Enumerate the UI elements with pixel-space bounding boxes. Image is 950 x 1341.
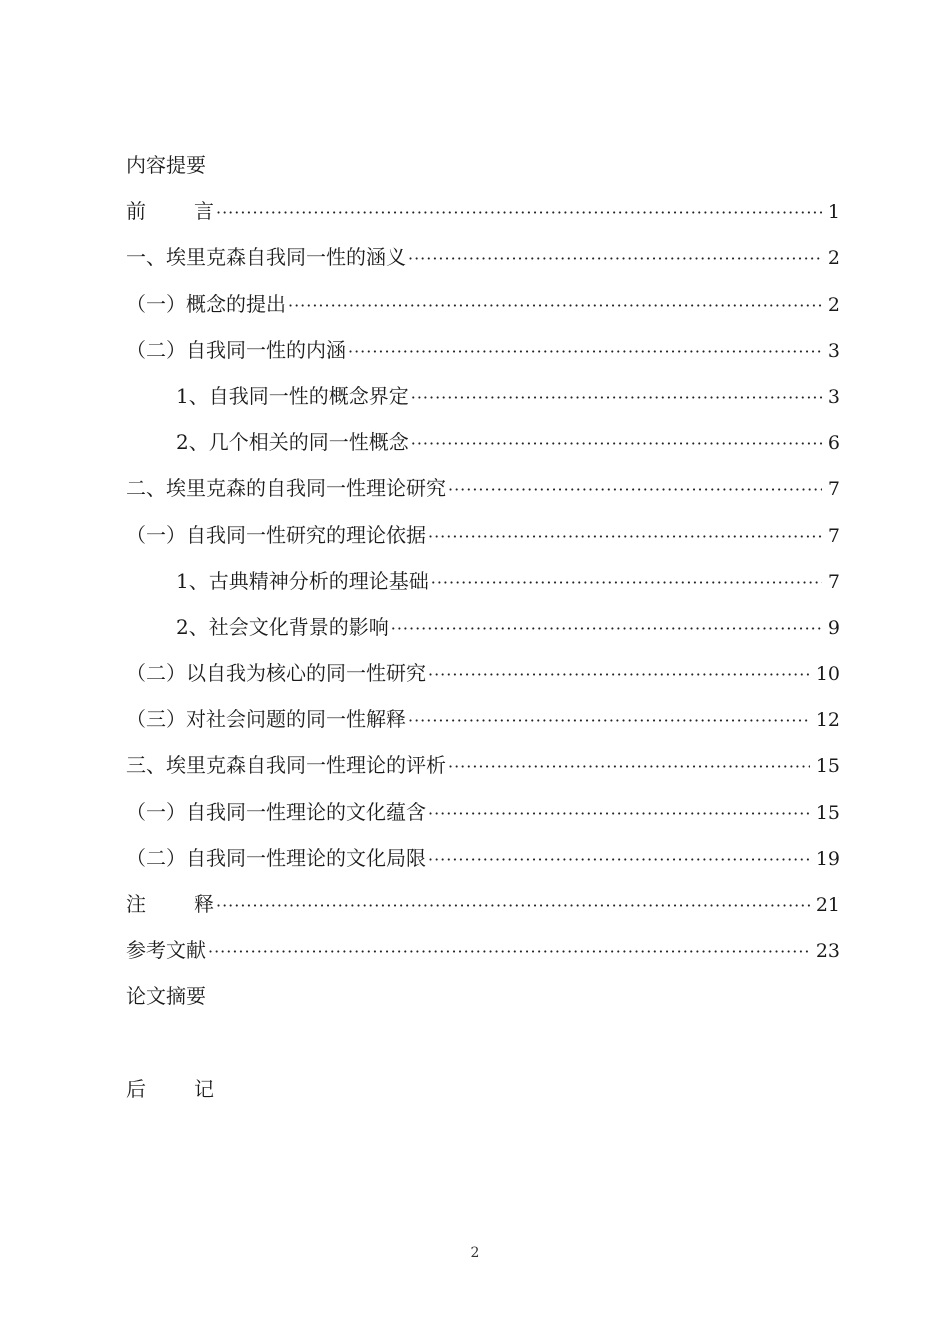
toc-entry-title: （一）自我同一性研究的理论依据 bbox=[126, 522, 426, 547]
toc-entry-page: 15 bbox=[815, 755, 840, 778]
toc-leader-dots bbox=[216, 883, 810, 929]
toc-entry-page: 23 bbox=[815, 940, 840, 963]
toc-leader-dots bbox=[428, 652, 810, 698]
toc-summary-text: 论文摘要 bbox=[126, 984, 206, 1009]
toc-leader-dots bbox=[428, 514, 822, 560]
toc-leader-dots bbox=[408, 236, 822, 282]
toc-leader-dots bbox=[288, 283, 822, 329]
toc-entry[interactable] bbox=[126, 604, 840, 650]
toc-entry-page: 15 bbox=[815, 801, 840, 824]
toc-entry-page: 7 bbox=[827, 478, 840, 501]
toc-entry[interactable] bbox=[126, 327, 840, 373]
toc-entry-page: 21 bbox=[815, 894, 840, 916]
toc-summary[interactable] bbox=[126, 973, 840, 1019]
toc-entry-page: 3 bbox=[827, 339, 840, 362]
toc-entry-title: 三、埃里克森自我同一性理论的评析 bbox=[126, 753, 446, 778]
toc-entry[interactable] bbox=[126, 373, 840, 419]
toc-leader-dots bbox=[411, 375, 822, 421]
toc-entry-title-part: 言 bbox=[194, 199, 214, 224]
toc-entry-title: （一）概念的提出 bbox=[126, 291, 286, 316]
toc-heading-text: 内容提要 bbox=[126, 153, 206, 177]
toc-entry-preface[interactable] bbox=[126, 188, 840, 234]
toc-leader-dots bbox=[216, 190, 822, 236]
toc-entry-page: 2 bbox=[827, 293, 840, 316]
toc-leader-dots bbox=[348, 329, 822, 375]
toc-entry[interactable] bbox=[126, 650, 840, 696]
table-of-contents bbox=[126, 142, 840, 1112]
toc-entry-notes[interactable] bbox=[126, 881, 840, 927]
toc-entry[interactable] bbox=[126, 465, 840, 511]
toc-entry-title: 1、古典精神分析的理论基础 bbox=[176, 568, 429, 593]
toc-entry-page: 6 bbox=[827, 432, 840, 455]
toc-entry-title bbox=[126, 881, 214, 927]
toc-entry[interactable] bbox=[126, 419, 840, 465]
toc-entry-page: 1 bbox=[827, 201, 840, 224]
toc-entry[interactable] bbox=[126, 281, 840, 327]
toc-entry-title-part: 前 bbox=[126, 199, 146, 224]
toc-postscript-part: 后 bbox=[126, 1076, 146, 1101]
toc-entry-title bbox=[126, 188, 214, 234]
toc-entry-page: 3 bbox=[827, 385, 840, 408]
toc-postscript-text bbox=[126, 1066, 214, 1112]
toc-entry-title: 二、埃里克森的自我同一性理论研究 bbox=[126, 476, 446, 501]
toc-leader-dots bbox=[428, 837, 810, 883]
toc-entry-page: 2 bbox=[827, 247, 840, 270]
toc-entry-page: 10 bbox=[815, 663, 840, 686]
toc-leader-dots bbox=[431, 560, 822, 606]
toc-entry-page: 19 bbox=[815, 847, 840, 870]
toc-heading bbox=[126, 142, 840, 188]
toc-postscript-part: 记 bbox=[194, 1076, 214, 1101]
toc-entry-page: 9 bbox=[827, 616, 840, 639]
toc-entry[interactable] bbox=[126, 558, 840, 604]
toc-leader-dots bbox=[428, 791, 810, 837]
toc-entry-page: 7 bbox=[827, 524, 840, 547]
toc-leader-dots bbox=[208, 929, 810, 975]
page-number: 2 bbox=[470, 1245, 480, 1261]
toc-leader-dots bbox=[448, 467, 822, 513]
toc-entry[interactable] bbox=[126, 512, 840, 558]
toc-leader-dots bbox=[411, 421, 822, 467]
toc-entry-title: （一）自我同一性理论的文化蕴含 bbox=[126, 799, 426, 824]
toc-postscript[interactable] bbox=[126, 1066, 840, 1112]
toc-entry-page: 12 bbox=[815, 709, 840, 732]
toc-leader-dots bbox=[448, 744, 810, 790]
toc-entry[interactable] bbox=[126, 742, 840, 788]
toc-leader-dots bbox=[408, 698, 810, 744]
toc-entry[interactable] bbox=[126, 927, 840, 973]
toc-entry-title-part: 注 bbox=[126, 892, 146, 916]
toc-entry-title: （二）以自我为核心的同一性研究 bbox=[126, 661, 426, 686]
toc-entry-title: （二）自我同一性的内涵 bbox=[126, 337, 346, 362]
toc-entry-title: （二）自我同一性理论的文化局限 bbox=[126, 845, 426, 870]
toc-entry-title: 参考文献 bbox=[126, 938, 206, 963]
toc-entry[interactable] bbox=[126, 696, 840, 742]
toc-entry-title: 2、几个相关的同一性概念 bbox=[176, 430, 409, 455]
toc-leader-dots bbox=[391, 606, 822, 652]
toc-entry[interactable] bbox=[126, 789, 840, 835]
toc-entry-title: 1、自我同一性的概念界定 bbox=[176, 383, 409, 408]
toc-entry-title: （三）对社会问题的同一性解释 bbox=[126, 707, 406, 732]
toc-entry[interactable] bbox=[126, 234, 840, 280]
toc-entry-page: 7 bbox=[827, 570, 840, 593]
toc-entry-title: 2、社会文化背景的影响 bbox=[176, 614, 389, 639]
toc-entry[interactable] bbox=[126, 835, 840, 881]
toc-entry-title-part: 释 bbox=[194, 892, 214, 916]
toc-spacer bbox=[126, 1020, 840, 1066]
toc-entry-title: 一、埃里克森自我同一性的涵义 bbox=[126, 245, 406, 270]
